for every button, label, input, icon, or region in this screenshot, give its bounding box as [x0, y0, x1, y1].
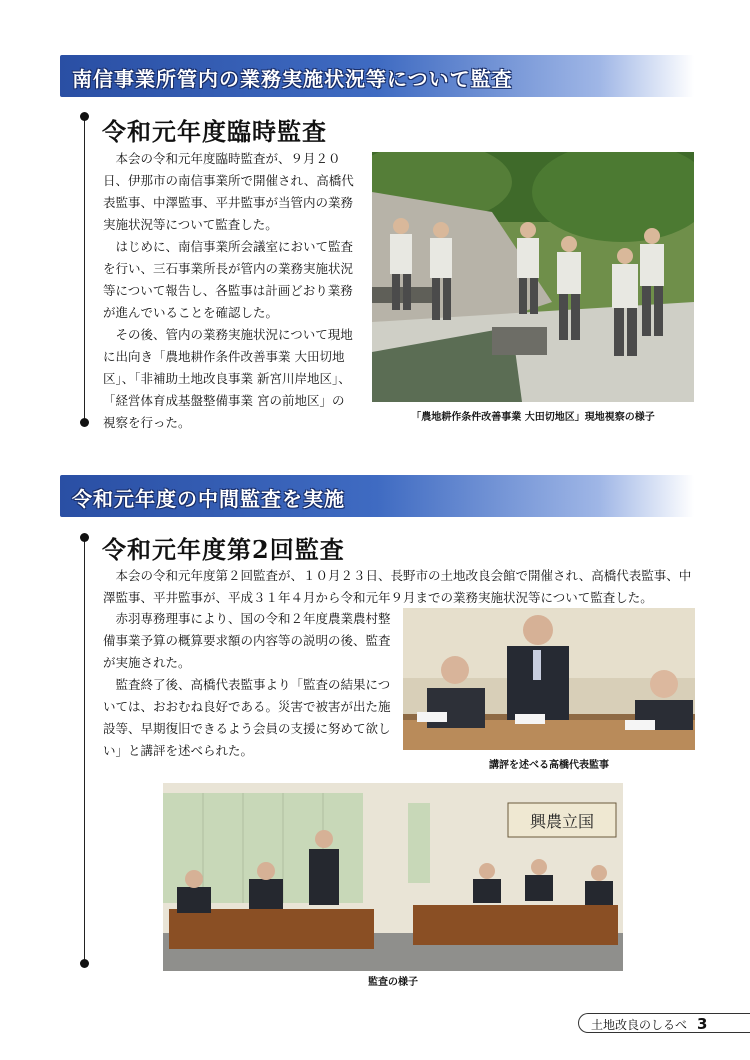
site-visit-caption: 「農地耕作条件改善事業 大田切地区」現地視察の様子: [411, 412, 655, 423]
meeting-caption: 監査の様子: [368, 977, 418, 988]
speech-caption: 講評を述べる高橋代表監事: [489, 760, 609, 771]
speech-illustration: [403, 608, 695, 750]
section1-body: [103, 148, 356, 434]
section1-paragraph: はじめに、南信事業所会議室において監査を行い、三石事業所長が管内の業務実施状況等について報告し、各監事は計画どおり業務が進んでいることを確認した。: [103, 239, 354, 320]
section2-intro: [103, 565, 695, 609]
section2-bullet-bottom: [80, 959, 89, 968]
speech-photo: [403, 608, 695, 750]
section2-rule: [84, 537, 85, 963]
section2-banner-title: 令和元年度の中間監査を実施: [72, 487, 345, 511]
meeting-illustration: [163, 783, 623, 971]
site-visit-photo: [372, 152, 694, 402]
section2-paragraph: 監査終了後、高橋代表監事より「監査の結果については、おおむね良好である。災害で被害が出た施設等、早期復旧できるよう会員の支援に努めて欲しい」と講評を述べられた。: [103, 677, 391, 758]
section1-rule: [84, 116, 85, 422]
section2-paragraph: 本会の令和元年度第２回監査が、１０月２３日、長野市の土地改良会館で開催され、高橋代表監事、中澤監事、平井監事が、平成３１年４月から令和元年９月までの業務実施状況等について監査した。: [103, 568, 692, 605]
section2-heading: 令和元年度第2回監査: [102, 535, 345, 564]
section1-paragraph: 本会の令和元年度臨時監査が、９月２０日、伊那市の南信事業所で開催され、高橋代表監事、中澤監事、平井監事が当管内の業務実施状況等について監査した。: [103, 151, 354, 232]
site-visit-illustration: [372, 152, 694, 402]
section2-body: [103, 608, 393, 762]
footer-publication-title: 土地改良のしるべ: [591, 1018, 688, 1032]
section1-paragraph: その後、管内の業務実施状況について現地に出向き「農地耕作条件改善事業 大田切地区」、「非補助土地改良事業 新宮川岸地区」、「経営体育成基盤整備事業 宮の前地区」の視察を行った。: [103, 327, 353, 430]
section2-paragraph: 赤羽専務理事により、国の令和２年度農業農村整備事業予算の概算要求額の内容等の説明の後、監査が実施された。: [103, 611, 391, 670]
section1-banner-title: 南信事業所管内の業務実施状況等について監査: [72, 67, 513, 91]
meeting-photo: [163, 783, 623, 971]
section1-bullet-top: [80, 112, 89, 121]
section1-heading: 令和元年度臨時監査: [102, 117, 327, 146]
page-number: 3: [697, 1015, 708, 1033]
section2-bullet-top: [80, 533, 89, 542]
section1-bullet-bottom: [80, 418, 89, 427]
wall-plaque-text: 興農立国: [529, 812, 595, 831]
section1-banner: [60, 55, 694, 97]
page-footer: [578, 1013, 750, 1033]
section2-banner: [60, 475, 694, 517]
